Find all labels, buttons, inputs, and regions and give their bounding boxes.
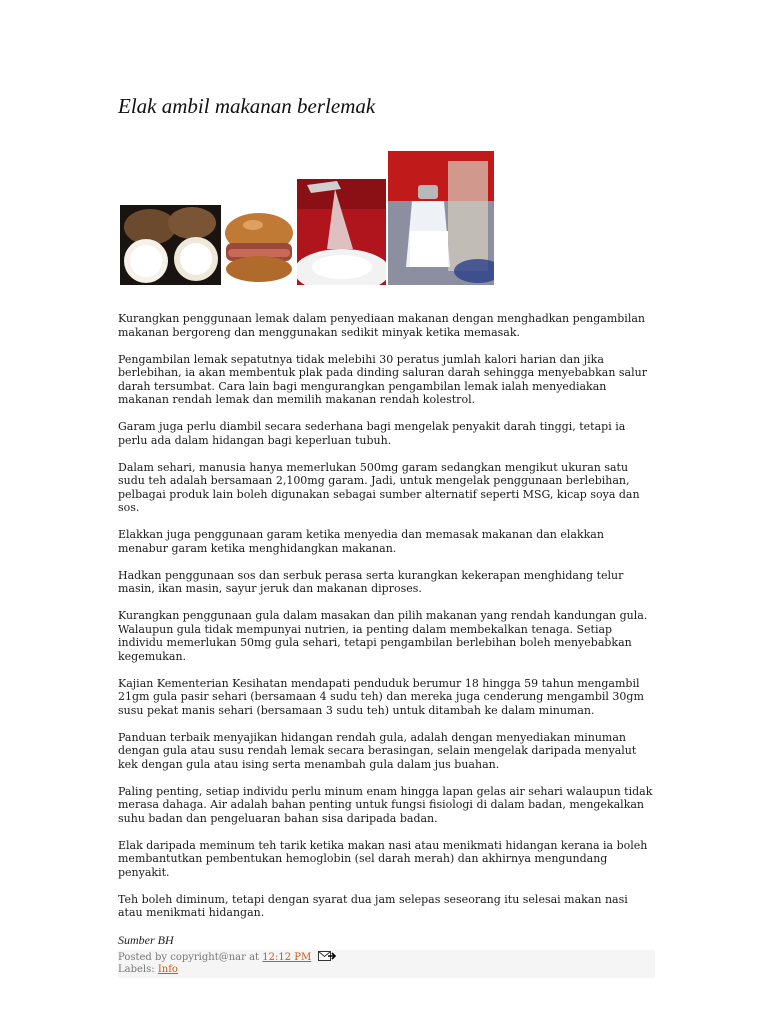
post-title: Elak ambil makanan berlemak [118, 94, 376, 118]
label-link-info[interactable]: Info [157, 964, 178, 975]
coconut-image [120, 205, 221, 285]
paragraph: Kajian Kementerian Kesihatan mendapati penduduk berumur 18 hingga 59 tahun mengambil 21gm gula pasir sehari (bersamaan 4 sudu teh) dan mereka juga cenderung mengambil 30gm susu pekat manis sehari (bersamaan 3 sudu teh) untuk ditambah ke dalam minuman. [118, 676, 644, 717]
paragraph: Kurangkan penggunaan lemak dalam penyediaan makanan dengan menghadkan pengambilan makanan bergoreng dan menggunakan sedikit minyak ketika memasak. [118, 312, 645, 339]
paragraph: Dalam sehari, manusia hanya memerlukan 500mg garam sedangkan mengikut ukuran satu sudu teh adalah bersamaan 2,100mg garam. Jadi, untuk mengelak penggunaan berlebihan, pelbagai produk lain boleh digunakan sebagai sumber alternatif seperti MSG, kicap soya dan sos. [118, 460, 640, 514]
post-body [118, 312, 653, 920]
paragraph: Pengambilan lemak sepatutnya tidak melebihi 30 peratus jumlah kalori harian dan jika berlebihan, ia akan membentuk plak pada dinding saluran darah sehingga menyebabkan salur darah tersumbat. Cara lain bagi mengurangkan pengambilan lemak ialah menyediakan makanan rendah lemak dan memilih makanan rendah kolestrol. [118, 352, 647, 406]
post-labels [118, 964, 653, 976]
paragraph: Hadkan penggunaan sos dan serbuk perasa serta kurangkan kekerapan menghidang telur masin, ikan masin, sayur jeruk dan makanan diproses. [118, 568, 624, 595]
paragraph: Elakkan juga penggunaan garam ketika menyedia dan memasak makanan dan elakkan menabur garam ketika menghidangkan makanan. [118, 528, 604, 555]
paragraph: Paling penting, setiap individu perlu minum enam hingga lapan gelas air sehari walaupun tidak merasa dahaga. Air adalah bahan penting untuk fungsi fisiologi di dalam badan, mengekalkan suhu badan dan pengeluaran bahan sisa daripada badan. [118, 784, 653, 825]
source-credit: Sumber BH [118, 933, 174, 947]
post-meta [118, 950, 653, 964]
burger-image [223, 211, 295, 285]
paragraph: Panduan terbaik menyajikan hidangan rendah gula, adalah dengan menyediakan minuman dengan gula atau susu rendah lemak secara berasingan, selain mengelak daripada menyalut kek dengan gula atau ising serta menambah gula dalam jus buahan. [118, 730, 637, 771]
paragraph: Garam juga perlu diambil secara sederhana bagi mengelak penyakit darah tinggi, tetapi ia perlu ada dalam hidangan bagi keperluan tubuh. [118, 420, 626, 447]
paragraph: Kurangkan penggunaan gula dalam masakan dan pilih makanan yang rendah kandungan gula. Walaupun gula tidak mempunyai nutrien, ia penting dalam membekalkan tenaga. Setiap individu memerlukan 50mg gula sehari, tetapi pengambilan berlebihan boleh menyebabkan kegemukan. [118, 609, 648, 663]
posted-by-text: Posted by copyright@nar at [118, 952, 260, 963]
salt-shaker-image [388, 151, 494, 285]
post-time-link[interactable]: 12:12 PM [262, 952, 312, 963]
blog-post [118, 94, 653, 978]
labels-prefix: Labels: [118, 964, 155, 975]
paragraph: Teh boleh diminum, tetapi dengan syarat dua jam selepas seseorang itu selesai makan nasi atau menikmati hidangan. [118, 892, 628, 919]
post-images [118, 129, 653, 289]
sugar-image [297, 179, 386, 285]
post-footer [118, 950, 655, 978]
email-post-icon[interactable] [318, 950, 336, 962]
paragraph: Elak daripada meminum teh tarik ketika makan nasi atau menikmati hidangan kerana ia boleh membantutkan pembentukan hemoglobin (sel darah merah) dan akhirnya mengundang penyakit. [118, 838, 648, 879]
